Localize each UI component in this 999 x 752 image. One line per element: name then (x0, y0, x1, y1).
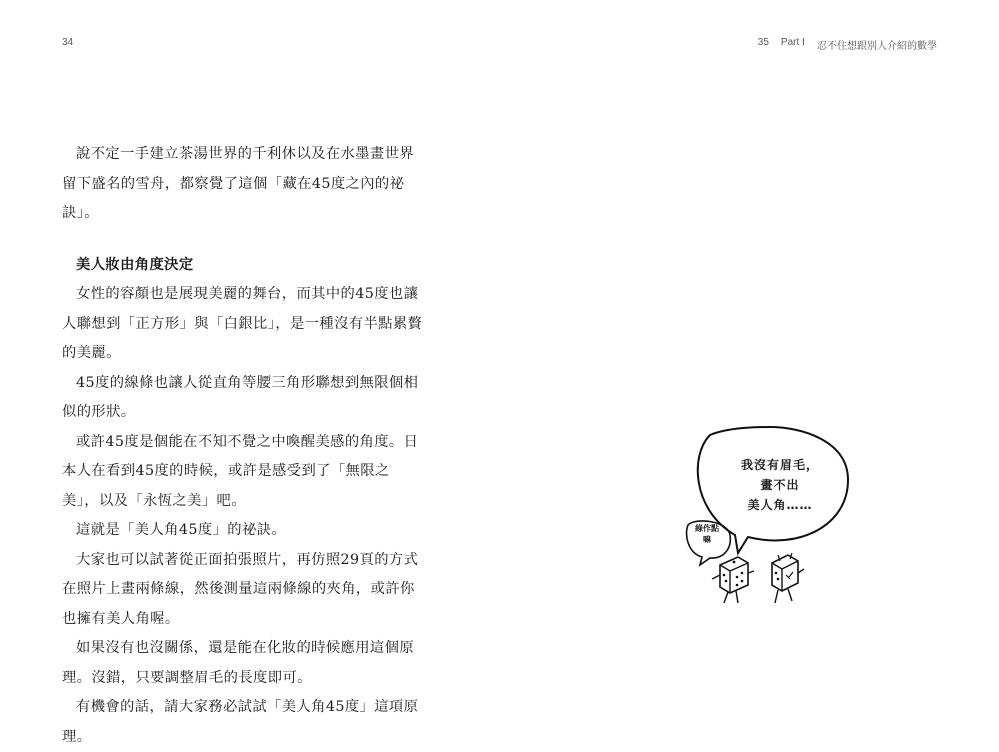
bubble-line-2: 畫不出 (760, 478, 800, 492)
paragraph-4: 或許45度是個能在不知不覺之中喚醒美感的角度。日本人在看到45度的時候，或許是感受到了「無限之美」，以及「永恆之美」吧。 (62, 433, 419, 509)
right-dice-character (772, 553, 804, 603)
paragraph-5: 這就是「美人角45度」的祕訣。 (76, 522, 287, 538)
part-label: Part Ⅰ (780, 37, 805, 48)
bubble-line-1: 我沒有眉毛， (740, 458, 819, 472)
bubble-line-3: 美人角…… (747, 498, 813, 512)
left-page-body (62, 140, 424, 752)
large-bubble-text (720, 455, 840, 515)
paragraph-8: 有機會的話，請大家務必試試「美人角45度」這項原理。 (62, 699, 419, 745)
left-dice-character (712, 557, 754, 603)
paragraph-7: 如果沒有也沒關係，還是能在化妝的時候應用這個原理。沒錯，只要調整眉毛的長度即可。 (62, 640, 415, 686)
running-header-right (758, 37, 937, 52)
paragraph-1: 說不定一手建立茶湯世界的千利休以及在水墨畫世界留下盛名的雪舟，都察覺了這個「藏在45度之內的祕訣」。 (62, 146, 415, 221)
paragraph-2: 女性的容顏也是展現美麗的舞台，而其中的45度也讓人聯想到「正方形」與「白銀比」，是一種沒有半點累贅的美麗。 (62, 286, 423, 361)
paragraph-6: 大家也可以試著從正面拍張照片，再仿照29頁的方式在照片上畫兩條線，然後測量這兩條線的夾角，或許你也擁有美人角喔。 (62, 551, 419, 627)
left-page-number: 34 (62, 37, 74, 48)
section-gap (62, 229, 424, 251)
right-page-number: 35 (757, 37, 769, 48)
small-bubble-line-1: 綠作點 (695, 524, 719, 533)
section-heading: 美人妝由角度決定 (76, 256, 194, 273)
small-bubble-text (686, 523, 728, 545)
chapter-title: 忍不住想跟別人介紹的數學 (817, 41, 937, 52)
paragraph-3: 45度的線條也讓人從直角等腰三角形聯想到無限個相似的形狀。 (62, 374, 419, 420)
small-bubble-line-2: 嘛 (703, 535, 711, 544)
